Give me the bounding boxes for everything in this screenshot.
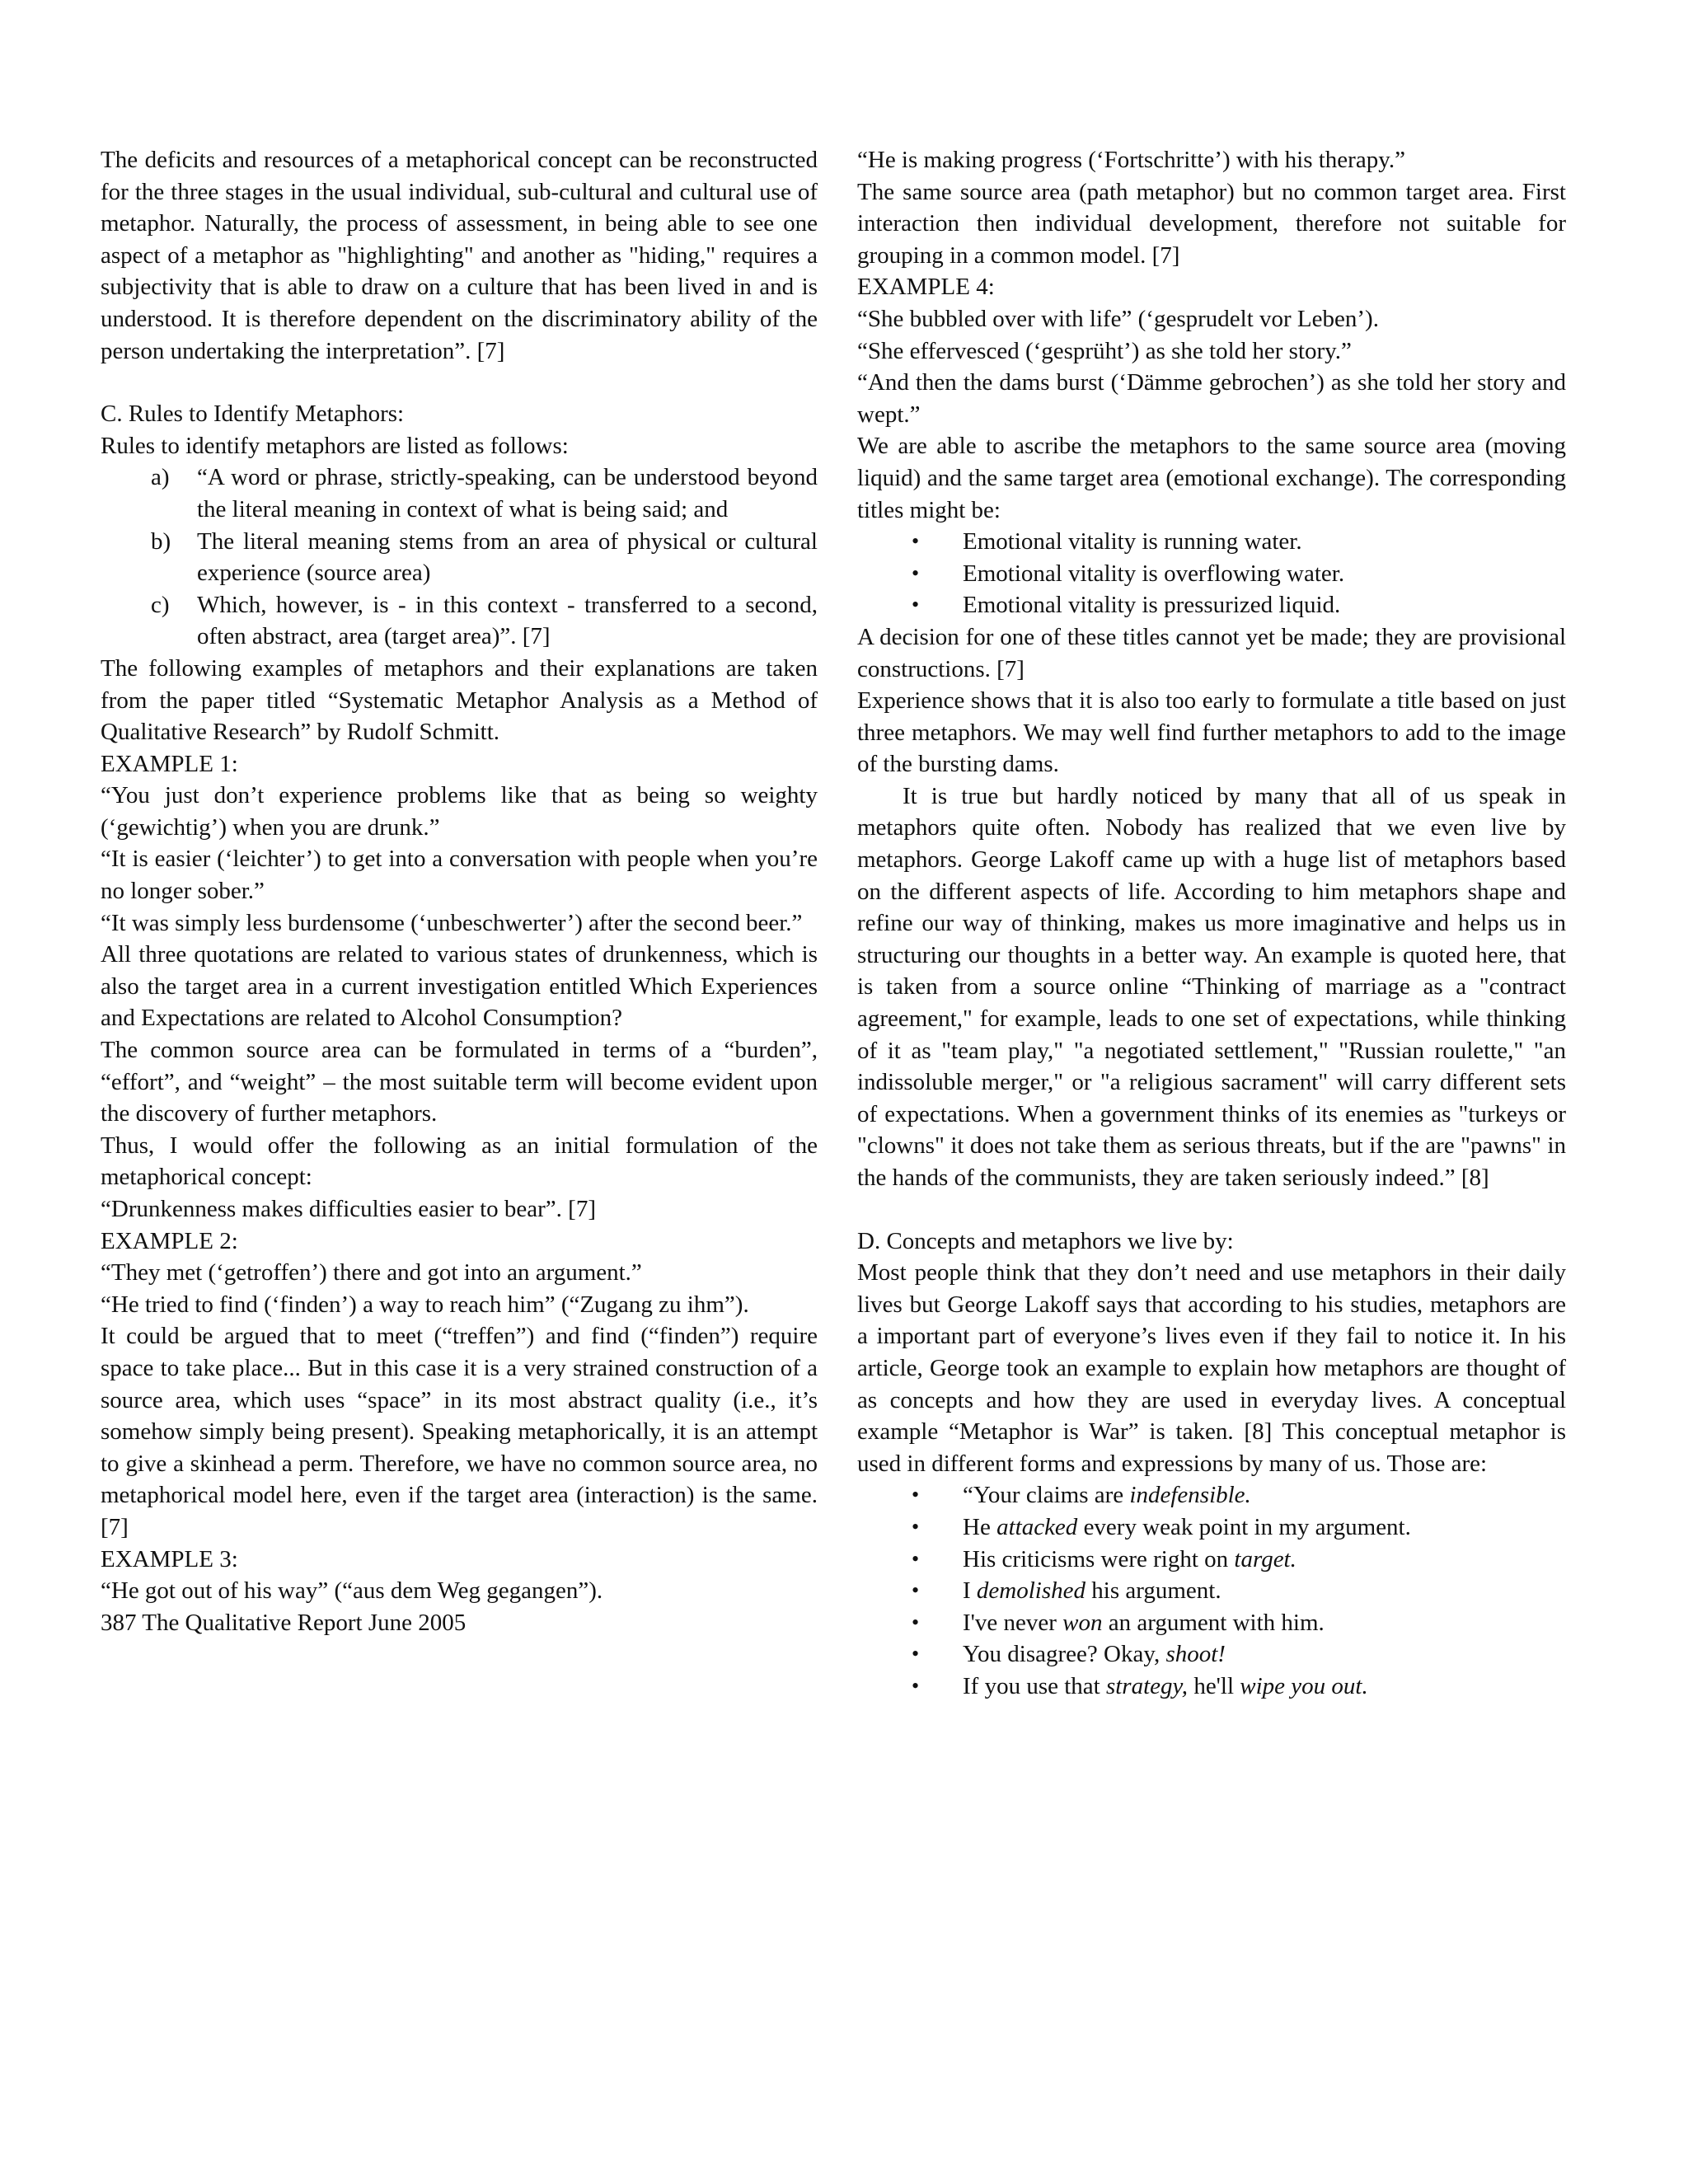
rule-item (101, 462, 818, 525)
intro-paragraph: The deficits and resources of a metaphorical concept can be reconstructed for the three stages in the usual individual, sub-cultural and cultural use of metaphor. Naturally, the process of assessment, in being able to see one aspect of a metaphor as "highlighting" and another as "hiding," requires a subjectivity that is able to draw on a culture that has been lived in and is understood. It is therefore dependent on the discriminatory ability of the person undertaking the interpretation”. [7] (101, 147, 818, 364)
example-2-quote: “They met (‘getroffen’) there and got into an argument.” (101, 1259, 642, 1286)
right-column (857, 144, 1566, 1703)
example-4-paragraph: Experience shows that it is also too early to formulate a title based on just three metaphors. We may well find further metaphors to add to the image of the bursting dams. (857, 687, 1566, 778)
war-examples-list (857, 1479, 1566, 1702)
page-footer: 387 The Qualitative Report June 2005 (101, 1609, 467, 1636)
rules-intro: Rules to identify metaphors are listed as follows: (101, 432, 569, 459)
war-example-item: • “Your claims are indefensible. (857, 1479, 1566, 1511)
example-1-quote: “It is easier (‘leichter’) to get into a conversation with people when you’re no longer sober.” (101, 846, 818, 905)
bullet-icon: • (912, 1483, 920, 1507)
rule-text: Which, however, is - in this context - transferred to a second, often abstract, area (target area)”. [7] (197, 591, 818, 650)
title-item: • Emotional vitality is running water. (857, 526, 1566, 558)
left-column (101, 144, 818, 1638)
examples-intro: The following examples of metaphors and their explanations are taken from the paper titled “Systematic Metaphor Analysis as a Method of Qualitative Research” by Rudolf Schmitt. (101, 654, 818, 746)
war-example-item: • He attacked every weak point in my argument. (857, 1511, 1566, 1544)
example-1-label: EXAMPLE 1: (101, 750, 238, 777)
spacer (857, 1194, 1566, 1226)
example-1-paragraph: Thus, I would offer the following as an initial formulation of the metaphorical concept: (101, 1132, 818, 1191)
example-2-paragraph: It could be argued that to meet (“treffen”) and find (“finden”) require space to take place... But in this case it is a very strained construction of a source area, which uses “space” in its most abstract quality (i.e., it’s somehow simply being present). Speaking metaphorically, it is an attempt to give a skinhead a perm. Therefore, we have no common source area, no metaphorical model here, even if the target area (interaction) is the same. [7] (101, 1323, 818, 1540)
bullet-icon: • (912, 1642, 920, 1666)
example-1-concept: “Drunkenness makes difficulties easier to bear”. [7] (101, 1196, 596, 1222)
example-1-paragraph: All three quotations are related to various states of drunkenness, which is also the target area in a current investigation entitled Which Experiences and Expectations are related to Alcohol Consumption? (101, 941, 818, 1032)
rule-marker: c) (151, 591, 170, 618)
example-4-quote: “She effervesced (‘gesprüht’) as she told her story.” (857, 337, 1352, 364)
bullet-icon: • (912, 1673, 920, 1698)
bullet-icon: • (912, 560, 920, 585)
bullet-icon: • (912, 1578, 920, 1603)
rules-list (101, 462, 818, 653)
rule-text: “A word or phrase, strictly-speaking, can be understood beyond the literal meaning in context of what is being said; and (197, 464, 818, 523)
example-3-paragraph: The same source area (path metaphor) but no common target area. First interaction then individual development, therefore not suitable for grouping in a common model. [7] (857, 178, 1566, 269)
example-2-quote: “He tried to find (‘finden’) a way to reach him” (“Zugang zu ihm”). (101, 1291, 749, 1318)
example-2-label: EXAMPLE 2: (101, 1227, 238, 1254)
example-4-quote: “She bubbled over with life” (‘gesprudelt vor Leben’). (857, 305, 1379, 332)
lakoff-paragraph: It is true but hardly noticed by many that all of us speak in metaphors quite often. Nobody has realized that we even live by metaphors. George Lakoff came up with a huge list of metaphors based on the different aspects of life. According to him metaphors shape and refine our way of thinking, makes us more imaginative and helps us in structuring our thoughts in a better way. An example is quoted here, that is taken from a source online “Thinking of marriage as a "contract agreement," for example, leads to one set of expectations, while thinking of it as "team play," "a negotiated settlement," "Russian roulette," "an indissoluble merger," or "a religious sacrament" will carry different sets of expectations. When a government thinks of its enemies as "turkeys or "clowns" it does not take them as serious threats, but if the are "pawns" in the hands of the communists, they are taken seriously indeed.” [8] (857, 782, 1566, 1191)
war-example-item: • His criticisms were right on target. (857, 1544, 1566, 1576)
example-3-quote: “He is making progress (‘Fortschritte’) with his therapy.” (857, 147, 1405, 173)
spacer (101, 367, 818, 398)
war-example-item: • I've never won an argument with him. (857, 1607, 1566, 1639)
example-1-quote: “You just don’t experience problems like that as being so weighty (‘gewichtig’) when you are drunk.” (101, 782, 818, 841)
example-1-quote: “It was simply less burdensome (‘unbeschwerter’) after the second beer.” (101, 909, 803, 936)
bullet-icon: • (912, 1610, 920, 1634)
example-4-paragraph: A decision for one of these titles cannot yet be made; they are provisional constructions. [7] (857, 623, 1566, 682)
section-d-heading: D. Concepts and metaphors we live by: (857, 1227, 1234, 1254)
section-c-heading: C. Rules to Identify Metaphors: (101, 401, 405, 428)
example-4-label: EXAMPLE 4: (857, 274, 995, 301)
example-3-quote: “He got out of his way” (“aus dem Weg gegangen”). (101, 1577, 603, 1605)
rule-marker: b) (151, 527, 171, 555)
title-item: • Emotional vitality is pressurized liquid. (857, 589, 1566, 621)
rule-item (101, 589, 818, 653)
example-4-quote: “And then the dams burst (‘Dämme gebrochen’) as she told her story and wept.” (857, 369, 1566, 428)
example-4-paragraph: We are able to ascribe the metaphors to the same source area (moving liquid) and the same target area (emotional exchange). The corresponding titles might be: (857, 433, 1566, 523)
example-1-paragraph: The common source area can be formulated in terms of a “burden”, “effort”, and “weight” – the most suitable term will become evident upon the discovery of further metaphors. (101, 1037, 818, 1127)
title-item: • Emotional vitality is overflowing water. (857, 558, 1566, 590)
bullet-icon: • (912, 1546, 920, 1571)
bullet-icon: • (912, 593, 920, 617)
rule-text: The literal meaning stems from an area of physical or cultural experience (source area) (197, 527, 818, 587)
rule-item (101, 526, 818, 589)
section-d-paragraph: Most people think that they don’t need and use metaphors in their daily lives but George Lakoff says that according to his studies, metaphors are a important part of everyone’s lives even if they fail to notice it. In his article, George took an example to explain how metaphors are thought of as concepts and how they are used in everyday lives. A conceptual example “Metaphor is War” is taken. [8] This conceptual metaphor is used in different forms and expressions by many of us. Those are: (857, 1259, 1566, 1477)
war-example-item: • I demolished his argument. (857, 1575, 1566, 1607)
bullet-icon: • (912, 1514, 920, 1539)
example-3-label: EXAMPLE 3: (101, 1545, 238, 1572)
war-example-item: • If you use that strategy, he'll wipe you out. (857, 1671, 1566, 1703)
bullet-icon: • (912, 529, 920, 554)
rule-marker: a) (151, 464, 170, 491)
war-example-item: • You disagree? Okay, shoot! (857, 1638, 1566, 1671)
titles-list (857, 526, 1566, 621)
